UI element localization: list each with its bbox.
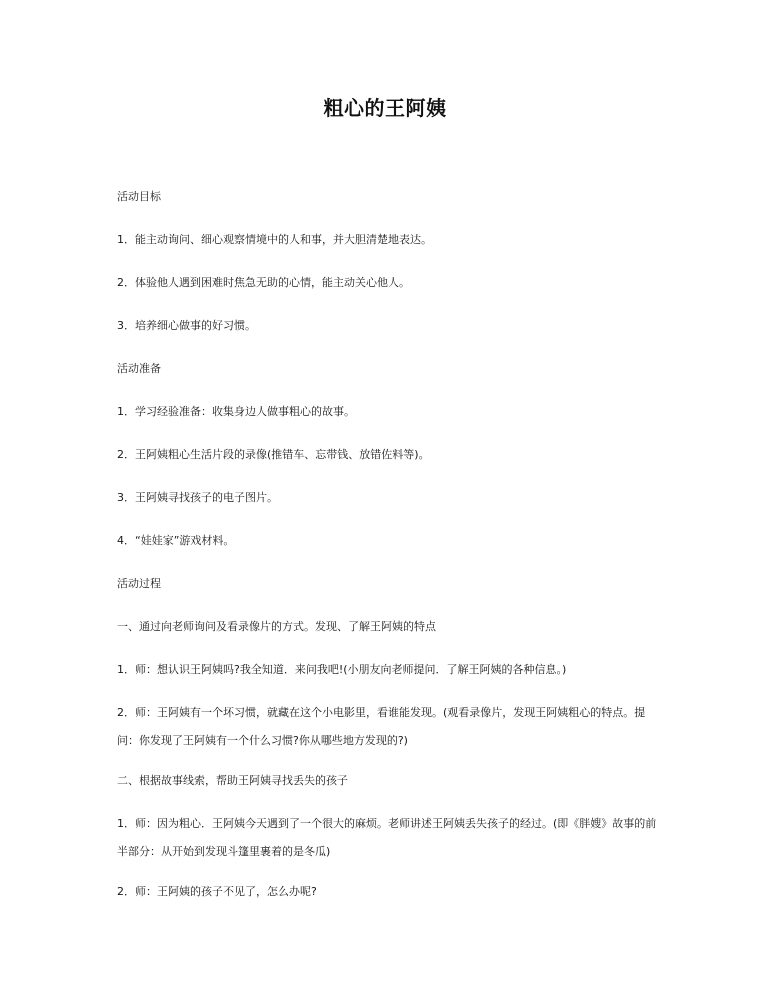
paragraph: 1．师：想认识王阿姨吗?我全知道．来问我吧!(小朋友向老师提问．了解王阿姨的各种信息。)	[117, 663, 567, 676]
paragraph: 2．师：王阿姨的孩子不见了，怎么办呢?	[117, 885, 317, 898]
document-body	[117, 186, 657, 903]
section-heading-goals: 活动目标	[117, 190, 161, 203]
paragraph: 3．王阿姨寻找孩子的电子图片。	[117, 491, 278, 504]
paragraph: 2．体验他人遇到困难时焦急无助的心情，能主动关心他人。	[117, 276, 410, 289]
paragraph: 1．学习经验准备：收集身边人做事粗心的故事。	[117, 405, 355, 418]
paragraph: 2．王阿姨粗心生活片段的录像(推错车、忘带钱、放错佐料等)。	[117, 448, 430, 461]
paragraph: 2．师：王阿姨有一个坏习惯，就藏在这个小电影里，看谁能发现。(观看录像片，发现王阿姨粗心的特点。提问：你发现了王阿姨有一个什么习惯?你从哪些地方发现的?)	[117, 706, 646, 747]
sub-heading: 一、通过向老师询问及看录像片的方式。发现、了解王阿姨的特点	[117, 620, 436, 633]
paragraph: 1．师：因为粗心．王阿姨今天遇到了一个很大的麻烦。老师讲述王阿姨丢失孩子的经过。(即《胖嫂》故事的前半部分：从开始到发现斗篷里裹着的是冬瓜)	[117, 817, 657, 858]
document-title: 粗心的王阿姨	[323, 96, 447, 120]
paragraph: 4．“娃娃家”游戏材料。	[117, 534, 235, 547]
section-heading-process: 活动过程	[117, 577, 161, 590]
section-heading-preparation: 活动准备	[117, 362, 161, 375]
paragraph: 1．能主动询问、细心观察情境中的人和事，并大胆清楚地表达。	[117, 233, 432, 246]
paragraph: 3．培养细心做事的好习惯。	[117, 319, 256, 332]
sub-heading: 二、根据故事线索，帮助王阿姨寻找丢失的孩子	[117, 774, 348, 787]
